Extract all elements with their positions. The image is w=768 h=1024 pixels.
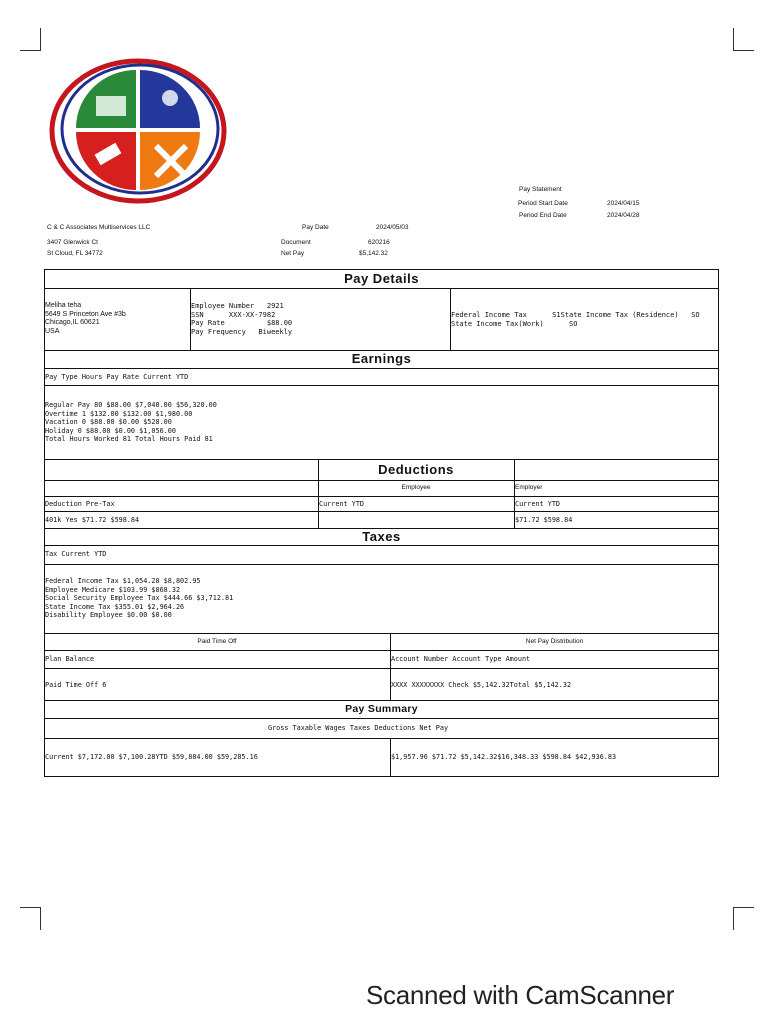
employee-street: 5649 S Princeton Ave #3b [45,310,126,318]
net-dist-columns: Account Number Account Type Amount [391,655,531,663]
net-pay-value: $5,142.32 [359,250,388,257]
pay-summary-header: Gross Taxable Wages Taxes Deductions Net Pay [268,724,449,732]
taxes-header: Tax Current YTD [45,550,107,558]
corner-mark-bottom-right [733,907,754,930]
tax-info-line2: State Income Tax(Work) SO [451,320,578,328]
earnings-header: Pay Type Hours Pay Rate Current YTD [45,373,189,381]
corner-mark-bottom-left [20,907,41,930]
period-end-label: Period End Date [519,212,567,219]
corner-mark-top-right [733,28,754,51]
deductions-col-left: Deduction Pre-Tax [45,500,115,508]
camscanner-watermark: Scanned with CamScanner [366,980,675,1010]
pto-columns: Plan Balance [45,655,95,663]
period-start-value: 2024/04/15 [607,200,640,207]
document-label: Document [281,239,311,246]
employee-name: Meliha teha [45,302,82,309]
logo-icon [48,56,228,206]
pto-row: Paid Time Off 6 [45,681,107,689]
taxes-title: Taxes [362,529,401,544]
deductions-row-401k: 401k Yes $71.72 $598.84 [45,516,140,524]
company-address-line2: St Cloud, FL 34772 [47,250,103,257]
earnings-row-holiday: Holiday 0 $88.00 $0.00 $1,056.00 [45,426,176,435]
pay-date-value: 2024/05/03 [376,224,409,231]
pay-summary-values: $1,957.96 $71.72 $5,142.32$16,348.33 $598.84 $42,936.83 [391,753,617,761]
employee-address [45,302,126,336]
employee-city: Chicago,IL 60621 [45,319,100,326]
taxes-row-social-security: Social Security Employee Tax $444.66 $3,712.81 [45,594,234,602]
pay-rate: Pay Rate $88.00 [191,319,293,327]
deductions-employer-label: Employer [515,484,543,491]
net-dist-title: Net Pay Distribution [525,638,584,645]
pto-title: Paid Time Off [197,638,237,645]
earnings-rows [45,401,217,444]
earnings-row-regular: Regular Pay 80 $88.00 $7,040.00 $56,320.00 [45,401,217,409]
taxes-row-federal: Federal Income Tax $1,054.28 $8,802.95 [45,577,201,585]
pay-details-title: Pay Details [344,271,419,286]
net-dist-row: XXXX XXXXXXXX Check $5,142.32Total $5,142.32 [391,681,572,689]
pay-date-label: Pay Date [302,224,329,231]
deductions-row-employer: $71.72 $598.84 [515,516,573,524]
deductions-col-mid: Current YTD [319,500,365,508]
earnings-title: Earnings [351,351,412,366]
deductions-title: Deductions [378,462,454,477]
document-value: 620216 [368,239,390,246]
employee-ssn: SSN XXX-XX-7982 [191,310,276,319]
earnings-row-total-hours: Total Hours Worked 81 Total Hours Paid 81 [45,435,213,443]
period-end-value: 2024/04/28 [607,212,640,219]
taxes-rows [45,577,233,620]
company-name: C & C Associates Multiservices LLC [47,224,151,231]
tax-info-line1: Federal Income Tax S1State Income Tax (Residence) SO [451,311,700,319]
earnings-row-overtime: Overtime 1 $132.00 $132.00 $1,980.00 [45,409,193,418]
pay-summary-title: Pay Summary [345,703,418,715]
earnings-row-vacation: Vacation 0 $88.00 $0.00 $528.00 [45,418,172,426]
period-start-label: Period Start Date [518,200,568,207]
employee-info [191,302,292,336]
taxes-row-state: State Income Tax $355.01 $2,964.26 [45,602,185,611]
company-address-line1: 3407 Glenwick Ct [47,239,98,246]
employee-number: Employee Number 2921 [191,302,284,310]
company-logo [48,56,228,206]
employee-country: USA [45,327,60,335]
tax-info [451,311,700,329]
deductions-employee-label: Employee [401,484,431,491]
taxes-row-disability: Disability Employee $0.00 $0.00 [45,611,172,619]
corner-mark-top-left [20,28,41,51]
deductions-col-right: Current YTD [515,500,561,508]
pay-summary-current-ytd: Current $7,172.00 $7,100.28YTD $59,884.00 $59,285.16 [45,753,258,761]
statement-title: Pay Statement [519,186,562,193]
pay-frequency: Pay Frequency Biweekly [191,327,293,336]
net-pay-label: Net Pay [281,250,305,257]
taxes-row-medicare: Employee Medicare $103.99 $868.32 [45,585,181,594]
